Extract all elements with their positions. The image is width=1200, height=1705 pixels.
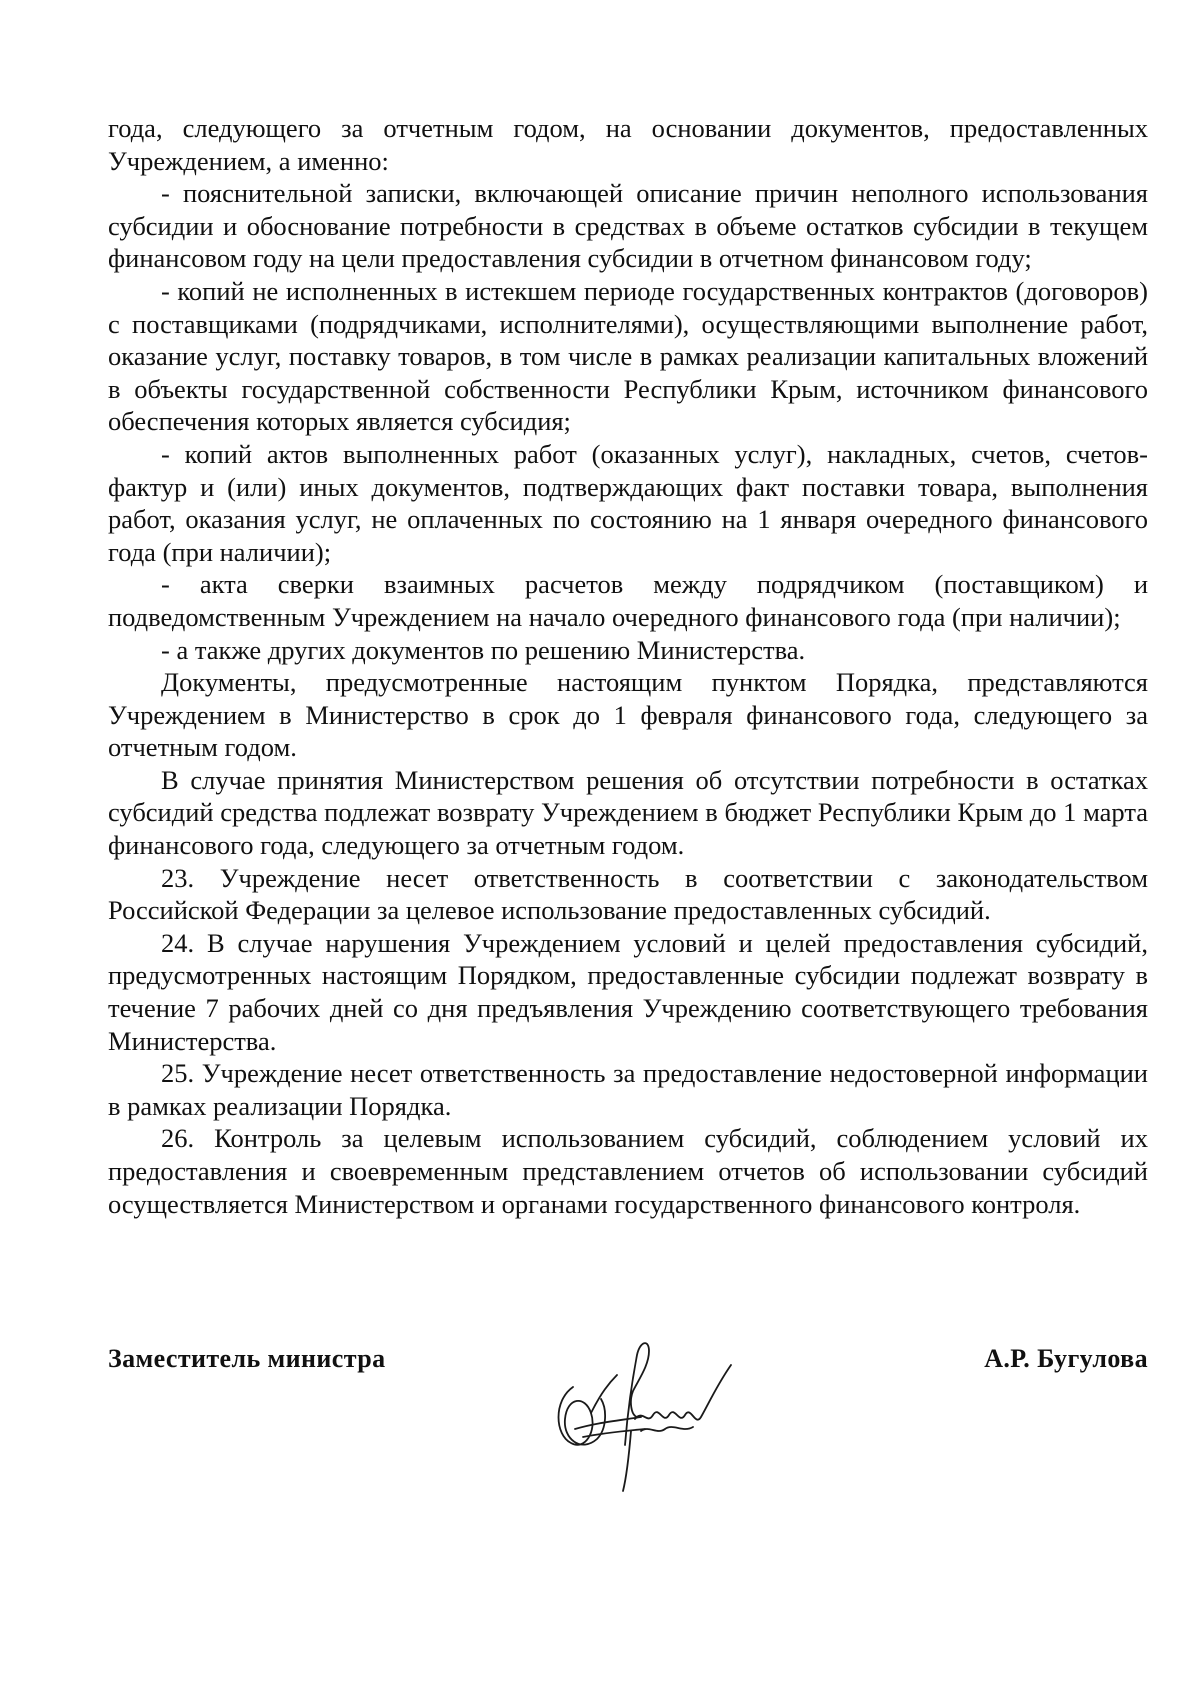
- clause-24: 24. В случае нарушения Учреждением условий и целей предоставления субсидий, предусмотренных настоящим Порядком, предоставленные субсидии подлежат возврату в течение 7 рабочих дней со дня предъявления Учреждению соответствующего требования Министерства.: [108, 927, 1148, 1056]
- clause-25: 25. Учреждение несет ответственность за предоставление недостоверной информации в рамках реализации Порядка.: [108, 1058, 1148, 1121]
- paragraph-submission-deadline: Документы, предусмотренные настоящим пунктом Порядка, представляются Учреждением в Министерство в срок до 1 февраля финансового года, следующего за отчетным годом.: [108, 667, 1148, 763]
- paragraph-return-of-remainder: В случае принятия Министерством решения об отсутствии потребности в остатках субсидий средства подлежат возврату Учреждением в бюджет Республики Крым до 1 марта финансового года, следующего за отчетным годом.: [108, 764, 1148, 861]
- handwritten-signature-icon: [545, 1335, 755, 1495]
- signer-position: Заместитель министра: [108, 1344, 386, 1373]
- list-item-contract-copies: - копий не исполненных в истекшем периоде государственных контрактов (договоров) с поставщиками (подрядчиками, исполнителями), осуществляющими выполнение работ, оказание услуг, поставку товаров, в том числе в рамках реализации капитальных вложений в объекты государственной собственности Республики Крым, источником финансового обеспечения которых является субсидия;: [108, 275, 1148, 437]
- list-item-reconciliation-act: - акта сверки взаимных расчетов между подрядчиком (поставщиком) и подведомственным Учреждением на начало очередного финансового года (при наличии);: [108, 569, 1148, 632]
- signer-name: А.Р. Бугулова: [984, 1344, 1148, 1373]
- list-item-explanatory-note: - пояснительной записки, включающей описание причин неполного использования субсидии и обоснование потребности в средствах в объеме остатков субсидии в текущем финансовом году на цели предоставления субсидии в отчетном финансовом году;: [108, 178, 1148, 274]
- clause-23: 23. Учреждение несет ответственность в соответствии с законодательством Российской Федерации за целевое использование предоставленных субсидий.: [108, 862, 1148, 926]
- clause-26: 26. Контроль за целевым использованием субсидий, соблюдением условий их предоставления и своевременным представлением отчетов об использовании субсидий осуществляется Министерством и органами государственного финансового контроля.: [108, 1123, 1148, 1219]
- document-body: [108, 112, 1148, 1220]
- paragraph-continuation: года, следующего за отчетным годом, на основании документов, предоставленных Учреждением, а именно:: [108, 113, 1148, 176]
- list-item-acts-copies: - копий актов выполненных работ (оказанных услуг), накладных, счетов, счетов-фактур и (или) иных документов, подтверждающих факт поставки товара, выполнения работ, оказания услуг, не оплаченных по состоянию на 1 января очередного финансового года (при наличии);: [108, 438, 1148, 567]
- list-item-other-documents: - а также других документов по решению Министерства.: [161, 634, 806, 665]
